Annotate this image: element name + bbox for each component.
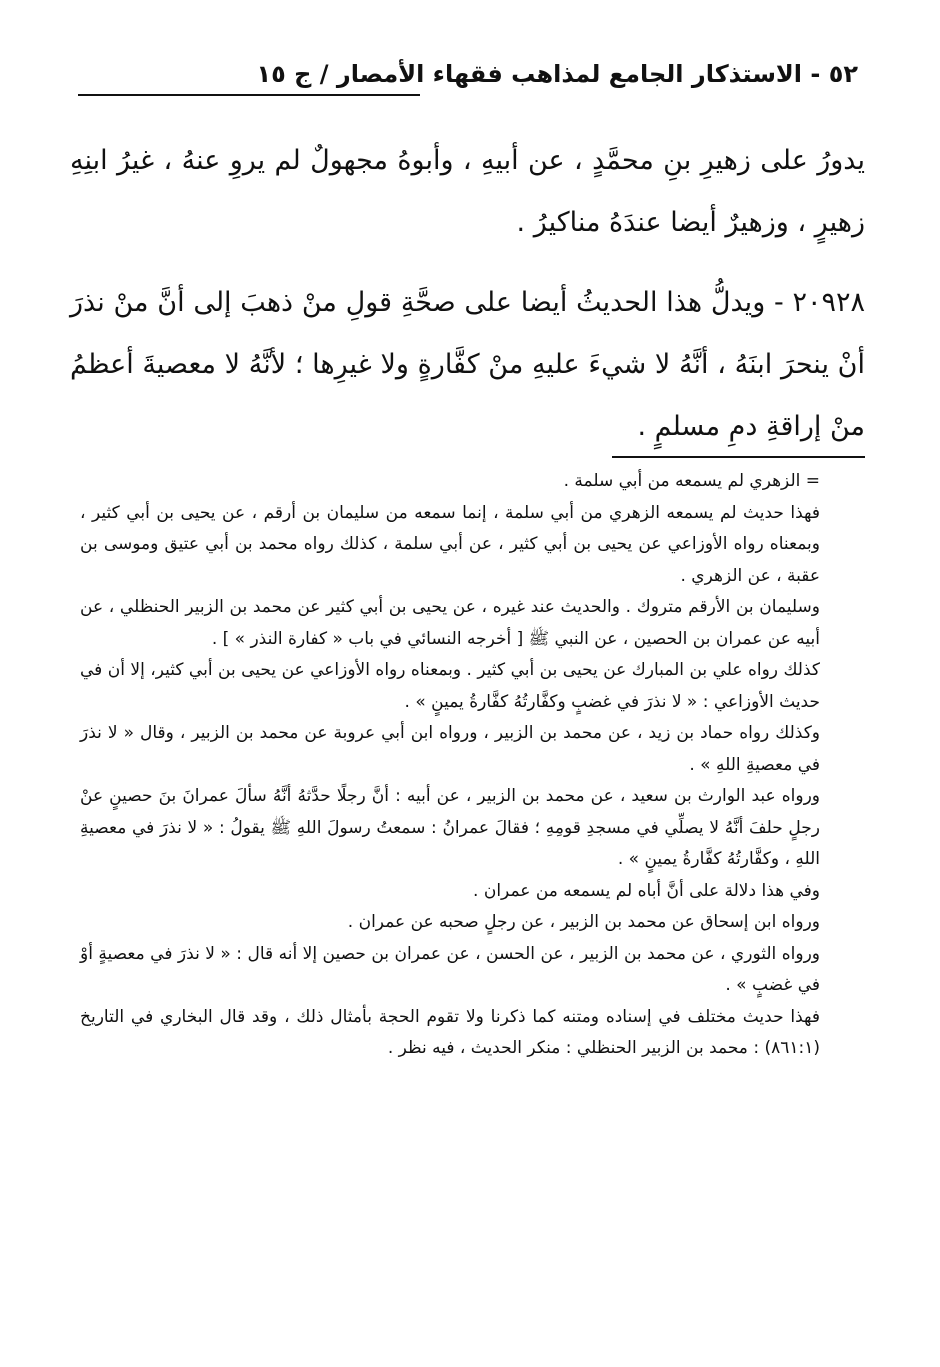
footnote-paragraph: وفي هذا دلالة على أنَّ أباه لم يسمعه من عمران .	[473, 880, 820, 901]
footnote-paragraph: وسليمان بن الأرقم متروك . والحديث عند غيره ، عن يحيى بن أبي كثير عن محمد بن الزبير الحنظلي ، عن أبيه عن عمران بن الحصين ، عن النبي ﷺ [ أخرجه النسائي في باب « كفارة النذر » ] .	[80, 597, 820, 649]
footnote-paragraph: وكذلك رواه حماد بن زيد ، عن محمد بن الزبير ، ورواه ابن أبي عروبة عن محمد بن الزبير ، وقال « لا نذرَ في معصيةِ اللهِ » .	[80, 723, 820, 775]
footnote-paragraph: ورواه ابن إسحاق عن محمد بن الزبير ، عن رجلٍ صحبه عن عمران .	[347, 912, 820, 932]
footnote-divider	[612, 456, 865, 458]
footnote-paragraph: فهذا حديث مختلف في إسناده ومتنه كما ذكرنا ولا تقوم الحجة بأمثال ذلك ، وقد قال البخاري في التاريخ (٨٦١:١) : محمد بن الزبير الحنظلي : منكر الحديث ، فيه نظر .	[80, 1006, 820, 1058]
main-paragraph-numbered: ٢٠٩٢٨ - ويدلُّ هذا الحديثُ أيضا على صحَّةِ قولِ منْ ذهبَ إلى أنَّ منْ نذرَ أنْ ينحرَ ابنَهُ ، أنَّهُ لا شيءَ عليهِ منْ كفَّارةٍ ولا غيرِها ؛ لأنَّهُ لا معصيةَ أعظمُ منْ إراقةِ دمِ مسلمٍ .	[70, 287, 865, 442]
page-header	[78, 60, 858, 100]
header-rule	[78, 94, 420, 96]
footnote-paragraph: كذلك رواه علي بن المبارك عن يحيى بن أبي كثير . وبمعناه رواه الأوزاعي عن يحيى بن أبي كثير، إلا أن في حديث الأوزاعي : « لا نذرَ في غضبٍ وكفَّارتُهُ كفَّارةُ يمينٍ » .	[80, 660, 820, 712]
footnote-paragraph: ورواه الثوري ، عن محمد بن الزبير ، عن الحسن ، عن عمران بن حصين إلا أنه قال : « لا نذرَ في معصيةٍ أوْ في غضبٍ » .	[80, 943, 820, 995]
main-paragraph: يدورُ على زهيرِ بنِ محمَّدٍ ، عن أبيهِ ، وأبوهُ مجهولٌ لم يروِ عنهُ ، غيرُ ابنِهِ زهيرٍ ، وزهيرٌ أيضا عندَهُ مناكيرُ .	[70, 145, 865, 238]
footnote-paragraph: فهذا حديث لم يسمعه الزهري من أبي سلمة ، إنما سمعه من سليمان بن أرقم ، عن يحيى بن أبي كثير ، وبمعناه رواه الأوزاعي عن يحيى بن أبي كثير ، عن أبي سلمة ، كذلك رواه محمد بن أبي عتيق وموسى بن عقبة ، عن الزهري .	[80, 502, 820, 586]
running-title: ٥٢ - الاستذكار الجامع لمذاهب فقهاء الأمصار / ج ١٥	[256, 60, 858, 88]
main-text	[70, 130, 865, 458]
footnote-paragraph: ورواه عبد الوارث بن سعيد ، عن محمد بن الزبير ، عن أبيه : أنَّ رجلًا حدَّثهُ أنَّهُ سألَ عمرانَ بنَ حصينٍ عنْ رجلٍ حلفَ أنَّهُ لا يصلِّي في مسجدِ قومِهِ ؛ فقالَ عمرانُ : سمعتُ رسولَ اللهِ ﷺ يقولُ : « لا نذرَ في معصيةِ اللهِ ، وكفَّارتُهُ كفَّارةُ يمينٍ » .	[80, 786, 820, 869]
footnotes	[80, 466, 820, 1065]
footnote-paragraph: = الزهري لم يسمعه من أبي سلمة .	[563, 471, 820, 491]
